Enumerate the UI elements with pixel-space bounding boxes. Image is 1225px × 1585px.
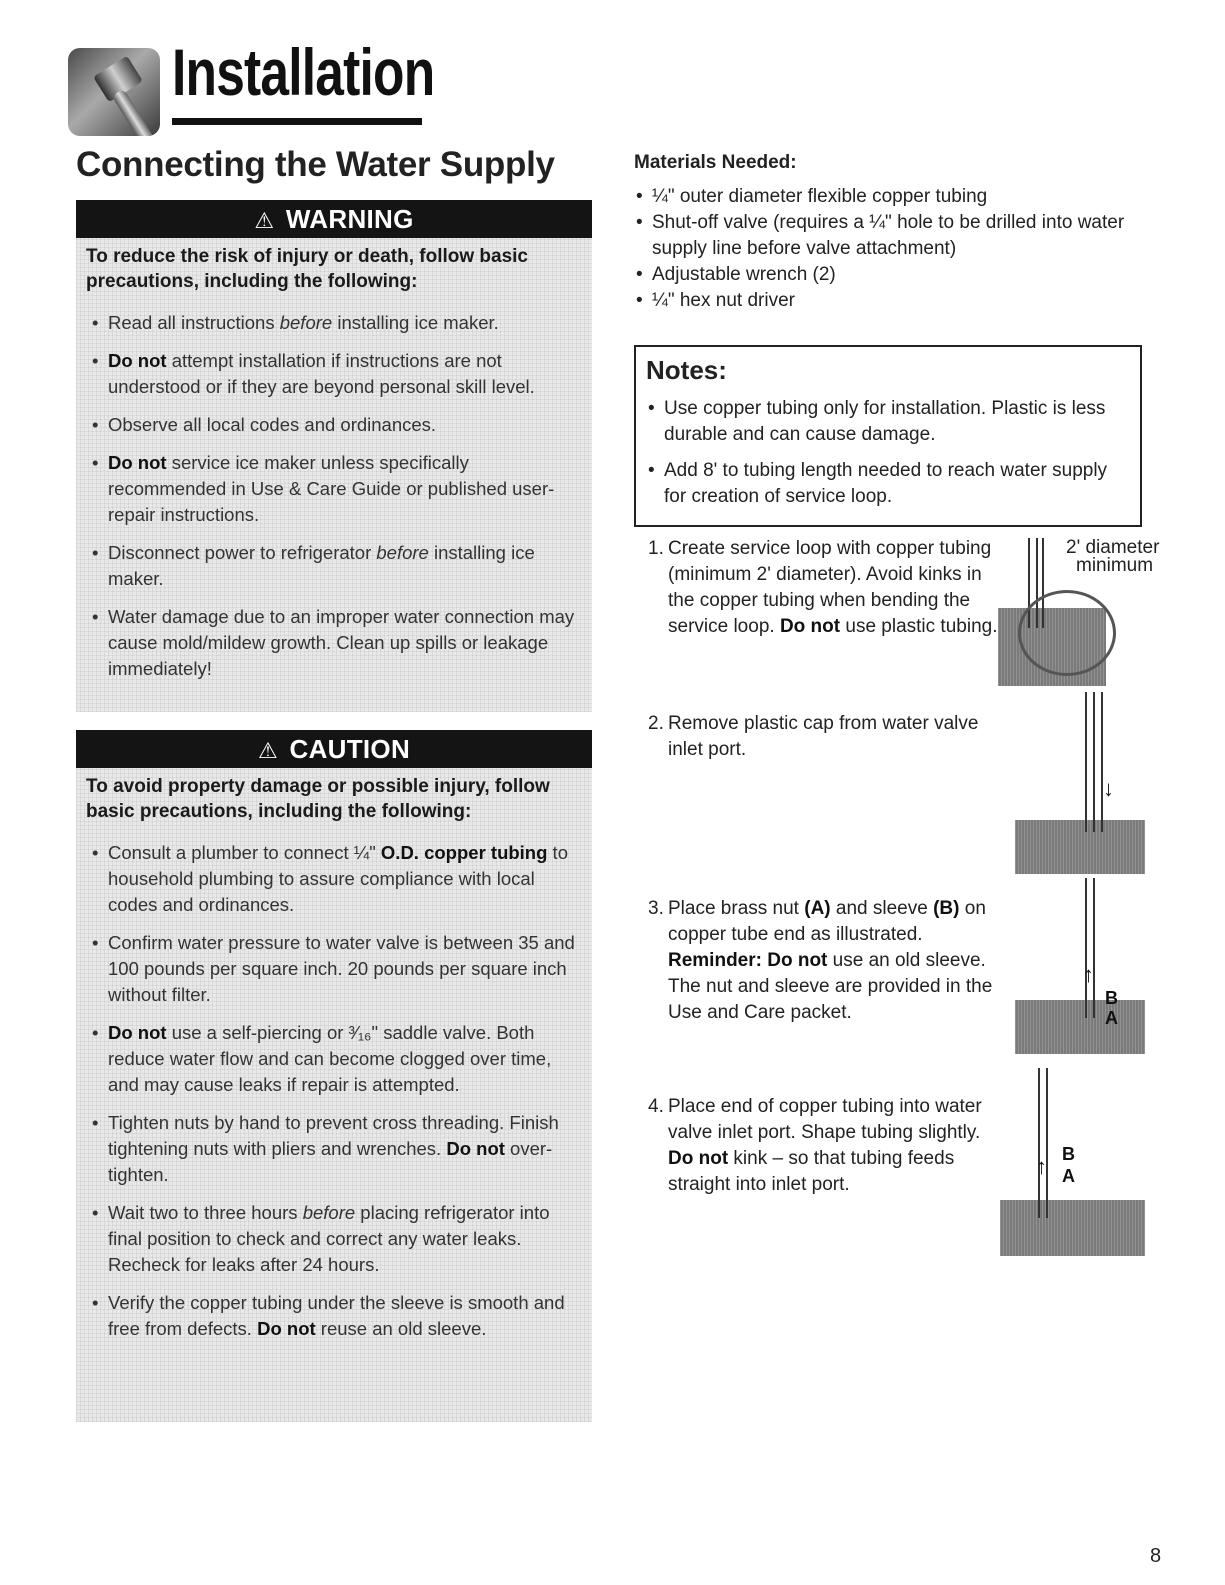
warning-lead: To reduce the risk of injury or death, follow basic precautions, including the following:	[86, 246, 529, 292]
caution-item: • Confirm water pressure to water valve is between 35 and 100 pounds per square inch. 20 pounds per square inch without filter.	[86, 930, 584, 1008]
materials-item: • ¼" hex nut driver	[634, 288, 1154, 314]
caution-lead: To avoid property damage or possible injury, follow basic precautions, including the following:	[86, 776, 550, 822]
warning-list	[76, 310, 592, 690]
page-number: 8	[1150, 1545, 1162, 1567]
down-arrow-icon: ↓	[1103, 776, 1114, 801]
caution-box	[76, 730, 592, 1422]
materials-list	[634, 184, 1154, 314]
step-text: Create service loop with copper tubing (minimum 2' diameter). Avoid kinks in the copper tubing when bending the service loop. Do not use plastic tubing.	[668, 538, 998, 637]
step-3	[648, 896, 998, 1026]
notes-item: • Add 8' to tubing length needed to reach water supply for creation of service loop.	[646, 458, 1126, 510]
materials-item: • Adjustable wrench (2)	[634, 262, 1154, 288]
caution-item: • Verify the copper tubing under the sleeve is smooth and free from defects. Do not reuse an old sleeve.	[86, 1290, 584, 1342]
inlet-cap-figure	[1015, 692, 1145, 874]
warning-item: • Disconnect power to refrigerator before installing ice maker.	[86, 540, 584, 592]
service-loop-figure	[998, 538, 1173, 686]
section-title: Connecting the Water Supply	[76, 145, 555, 184]
page-title: Installation	[172, 35, 435, 109]
materials-title: Materials Needed:	[634, 152, 797, 173]
caution-item: • Tighten nuts by hand to prevent cross threading. Finish tightening nuts with pliers and wrenches. Do not over-tighten.	[86, 1110, 584, 1188]
minimum-label: minimum	[1076, 555, 1154, 576]
wrench-icon	[68, 48, 160, 136]
caution-item: • Wait two to three hours before placing refrigerator into final position to check and correct any water leaks. Recheck for leaks after 24 hours.	[86, 1200, 584, 1278]
up-arrow-icon: ↑	[1083, 962, 1094, 987]
caution-item: • Do not use a self-piercing or ³⁄₁₆" saddle valve. Both reduce water flow and can become clogged over time, and may cause leaks if repair is attempted.	[86, 1020, 584, 1098]
sleeve-tag: B	[1105, 988, 1118, 1008]
step-number: 4.	[648, 1096, 664, 1117]
step-text: Remove plastic cap from water valve inlet port.	[668, 713, 979, 760]
caution-header	[76, 730, 592, 768]
warning-item: • Read all instructions before installing ice maker.	[86, 310, 584, 336]
warning-box	[76, 200, 592, 712]
caution-triangle-icon: ⚠	[257, 738, 278, 763]
step-number: 1.	[648, 538, 664, 559]
warning-item: • Do not attempt installation if instructions are not understood or if they are beyond personal skill level.	[86, 348, 584, 400]
nut-tag: A	[1062, 1166, 1075, 1186]
step-number: 3.	[648, 898, 664, 919]
caution-heading: CAUTION	[289, 734, 411, 764]
warning-heading: WARNING	[285, 204, 414, 234]
notes-box	[634, 345, 1142, 527]
warning-triangle-icon: ⚠	[254, 208, 275, 233]
inlet-insert-figure	[1000, 1068, 1145, 1256]
step-text: Place brass nut (A) and sleeve (B) on copper tube end as illustrated. Reminder: Do not use an old sleeve. The nut and sleeve are provided in the Use and Care packet.	[668, 898, 993, 1023]
warning-item: • Do not service ice maker unless specifically recommended in Use & Care Guide or published user-repair instructions.	[86, 450, 584, 528]
step-number: 2.	[648, 713, 664, 734]
diameter-label: 2' diameter	[1066, 538, 1160, 558]
step-1	[648, 536, 998, 640]
materials-item: • ¼" outer diameter flexible copper tubing	[634, 184, 1154, 210]
notes-title: Notes:	[646, 355, 727, 385]
step-4	[648, 1094, 998, 1198]
notes-list	[646, 396, 1126, 510]
title-underline	[172, 118, 422, 125]
caution-list	[76, 840, 592, 1350]
materials-item: • Shut-off valve (requires a ¼" hole to be drilled into water supply line before valve attachment)	[634, 210, 1154, 262]
warning-item: • Observe all local codes and ordinances.	[86, 412, 584, 438]
up-arrow-icon: ↑	[1036, 1154, 1047, 1179]
notes-item: • Use copper tubing only for installation. Plastic is less durable and can cause damage.	[646, 396, 1126, 448]
warning-item: • Water damage due to an improper water connection may cause mold/mildew growth. Clean up spills or leakage immediately!	[86, 604, 584, 682]
sleeve-tag: B	[1062, 1144, 1075, 1164]
nut-tag: A	[1105, 1008, 1118, 1028]
step-2	[648, 711, 998, 763]
caution-item: • Consult a plumber to connect ¼" O.D. copper tubing to household plumbing to assure compliance with local codes and ordinances.	[86, 840, 584, 918]
tubing-loop	[1018, 590, 1116, 676]
nut-sleeve-figure	[1015, 878, 1145, 1054]
warning-header	[76, 200, 592, 238]
step-text: Place end of copper tubing into water valve inlet port. Shape tubing slightly. Do not kink – so that tubing feeds straight into inlet port.	[668, 1096, 982, 1195]
